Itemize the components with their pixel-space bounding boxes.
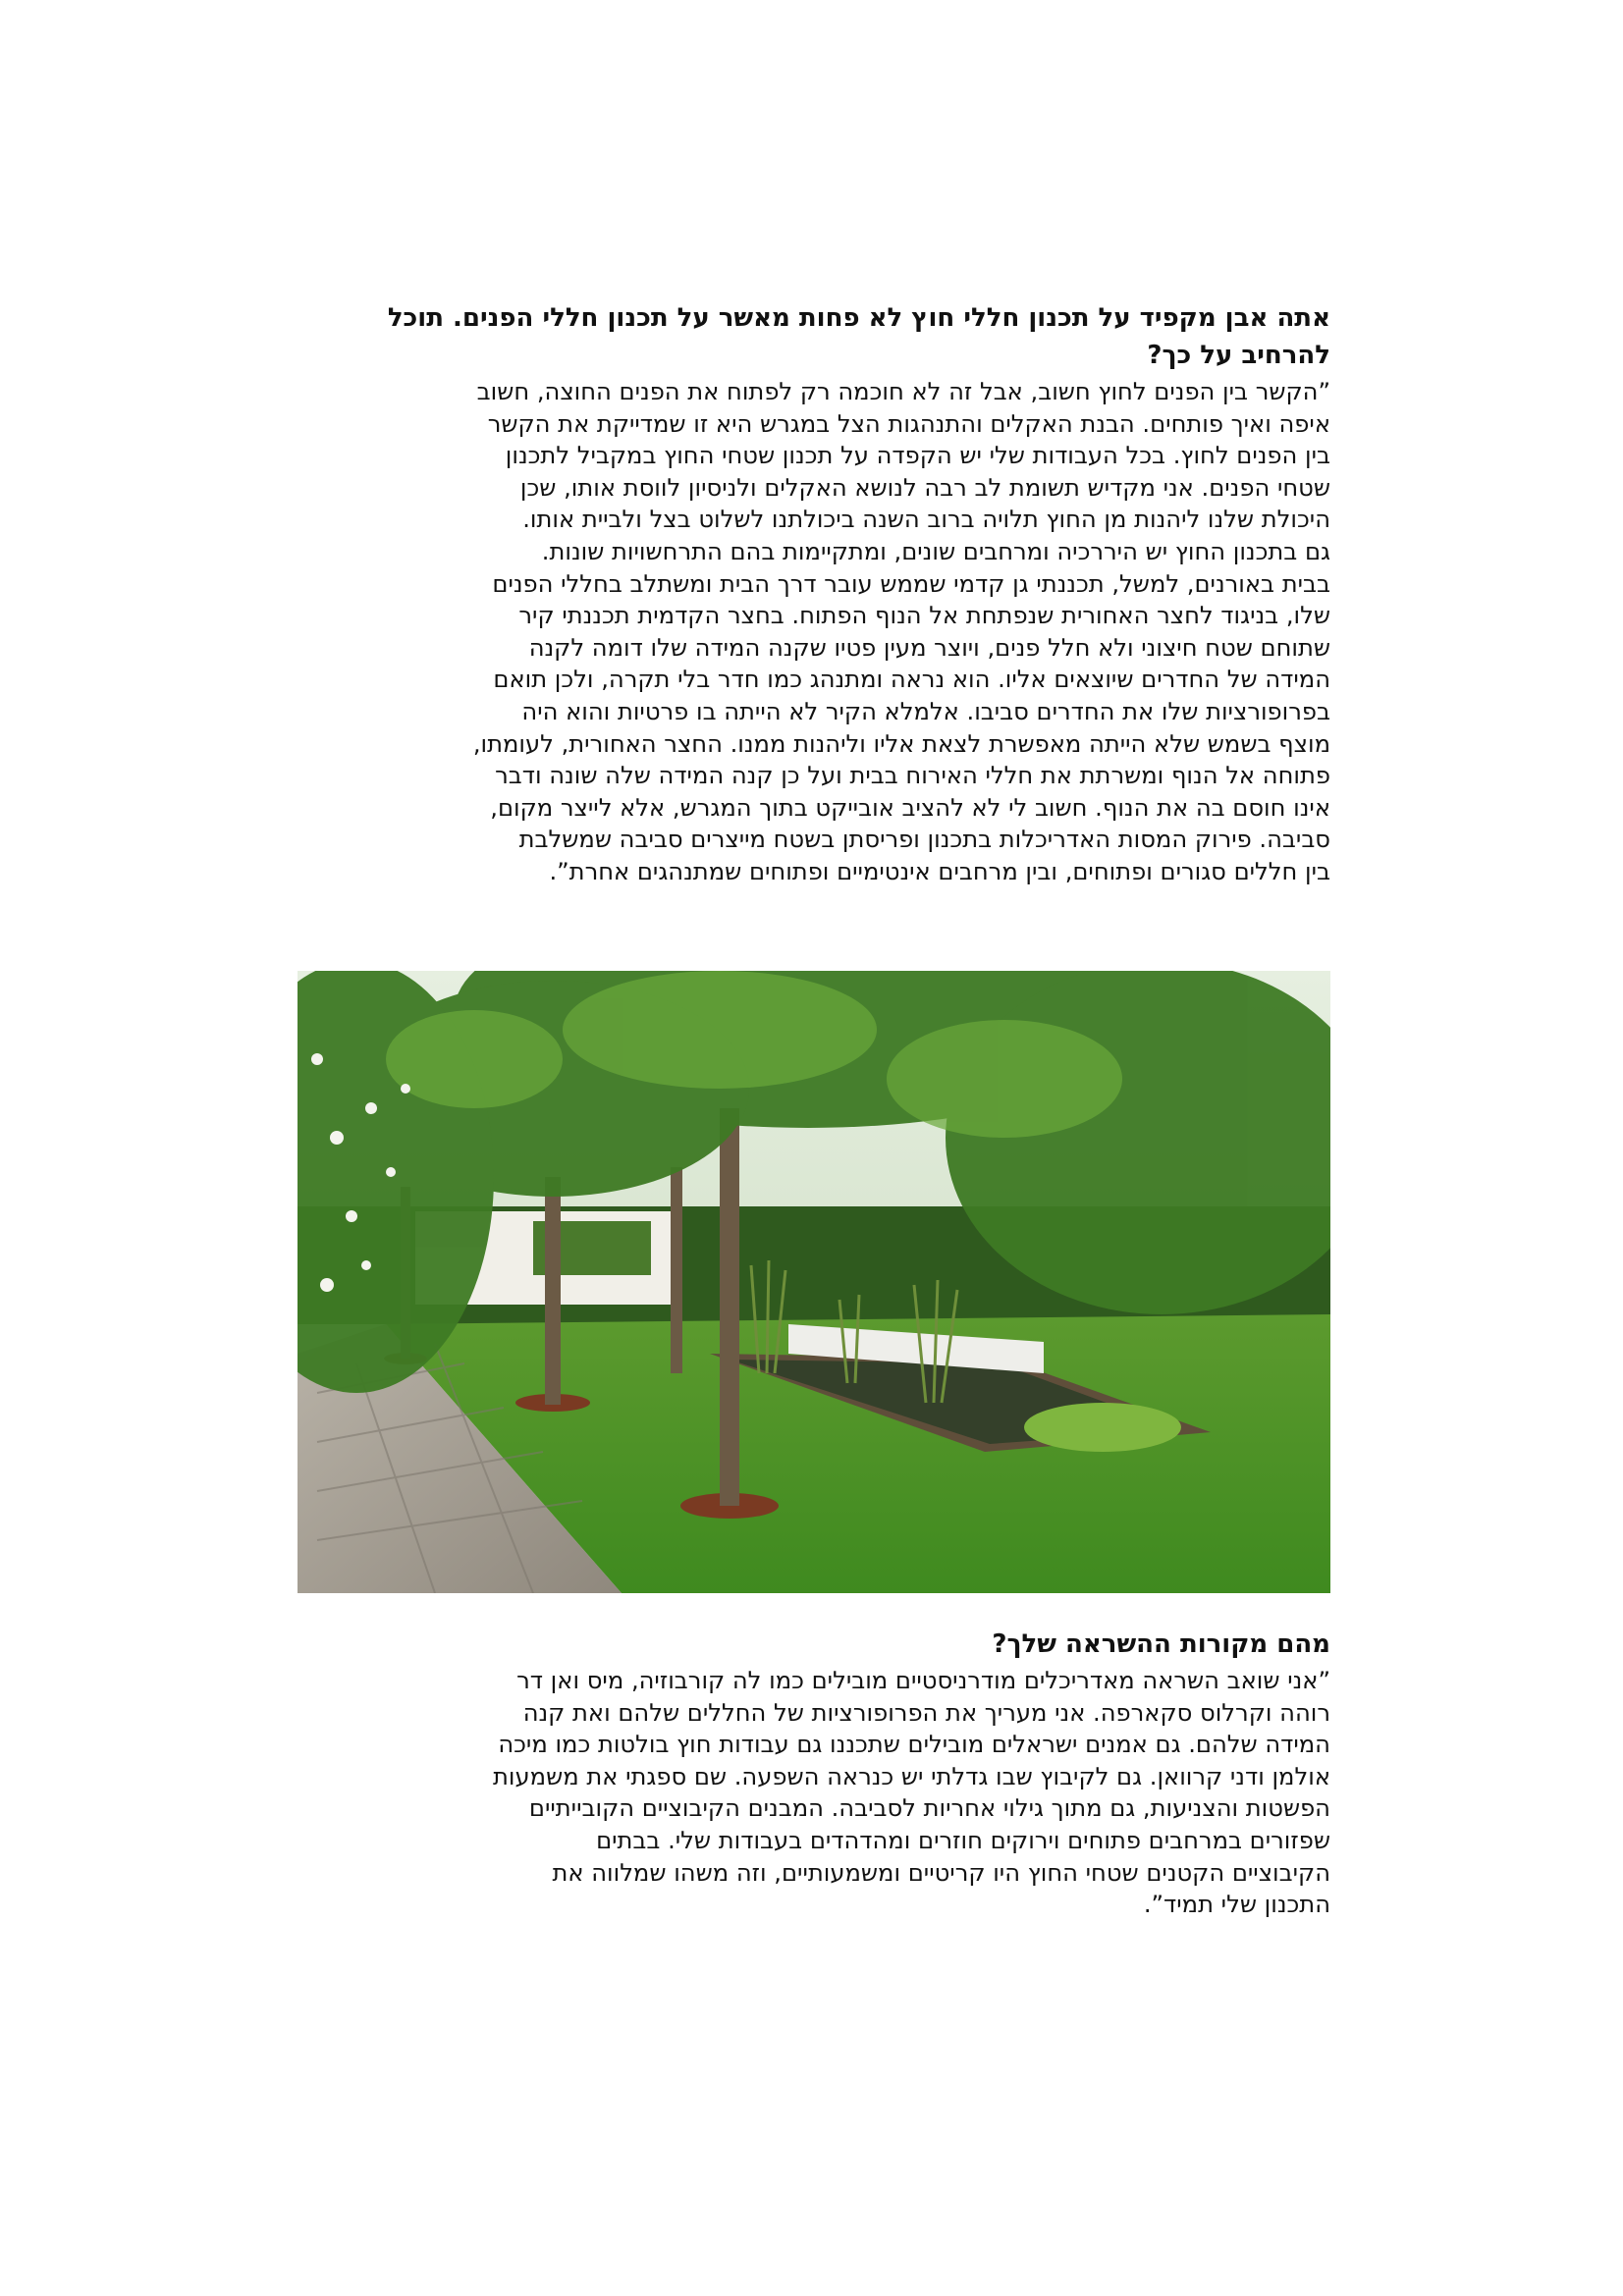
answer-line: שטחי הפנים. אני מקדיש תשומת לב רבה לנושא האקלים ולניסיון לווסת אותו, שכן [519, 473, 1330, 502]
section-outdoor-design [298, 299, 1330, 888]
answer-line: ”אני שואב השראה מאדריכלים מודרניסטיים מובילים כמו לה קורבוזיה, מיס ואן דר [516, 1667, 1330, 1694]
answer-line: שתוחם שטח חיצוני ולא חלל פנים, ויוצר מעין פטיו שקנה המידה שלו דומה לקנה [528, 633, 1330, 662]
answer-line: ”הקשר בין הפנים לחוץ חשוב, אבל זה לא חוכמה רק לפתוח את הפנים החוצה, חשוב [476, 378, 1330, 405]
answer-line: הקיבוציים הקטנים שטחי החוץ היו קריטיים ומשמעותיים, וזה משהו שמלווה את [552, 1858, 1330, 1887]
answer-line: שלו, בניגוד לחצר האחורית שנפתחת אל הנוף הפתוח. בחצר הקדמית תכננתי קיר [518, 602, 1330, 630]
answer-line: המידה שלהם. גם אמנים ישראלים מובילים שתכננו גם עבודות חוץ בולטות כמו מיכה [498, 1731, 1330, 1759]
answer-line: בין הפנים לחוץ. בכל העבודות שלי יש הקפדה על תכנון שטחי החוץ במקביל לתכנון [505, 442, 1330, 470]
answer-line: שפזורים במרחבים פתוחים וירוקים חוזרים ומהדהדים בעבודות שלי. בבתים [596, 1826, 1330, 1854]
question-heading-outdoor: אתה אבן מקפיד על תכנון חללי חוץ לא פחות מאשר על תכנון חללי הפנים. תוכל להרחיב על כך? [387, 303, 1330, 370]
answer-paragraph-inspiration [298, 1665, 1330, 1921]
answer-line: רוהה וקרלוס סקארפה. אני מעריך את הפרופורציות של החללים שלהם ואת קנה [522, 1698, 1330, 1727]
answer-line: אולמן ודני קרוואן. גם לקיבוץ שבו גדלתי יש כנראה השפעה. שם ספגתי את משמעות [493, 1762, 1330, 1790]
answer-line: אינו חוסם בה את הנוף. חשוב לי לא להציב אובייקט בתוך המגרש, אלא לייצר מקום, [490, 793, 1330, 822]
answer-line: פתוחה אל הנוף ומשרתת את חללי האירוח בבית ועל כן קנה המידה שלה שונה ודבר [495, 762, 1330, 790]
garden-photo [298, 971, 1330, 1593]
answer-line: התכנון שלי תמיד”. [1143, 1891, 1330, 1919]
answer-line: בפרופורציות שלו את החדרים סביבו. אלמלא הקיר לא הייתה בו פרטיות והוא היה [521, 697, 1330, 725]
answer-paragraph-outdoor [298, 376, 1330, 888]
section-inspiration [298, 1626, 1330, 1921]
garden-illustration [298, 971, 1330, 1593]
answer-line: בין חללים סגורים ופתוחים, ובין מרחבים אינטימיים ופתוחים שמתנהגים אחרת”. [549, 857, 1330, 885]
answer-line: המידה של החדרים שיוצאים אליו. הוא נראה ומתנהג כמו חדר בלי תקרה, ולכן תואם [493, 666, 1330, 694]
answer-line: הפשטות והצניעות, גם מתוך גילוי אחריות לסביבה. המבנים הקיבוציים הקובייתיים [528, 1794, 1330, 1823]
answer-line: גם בתכנון החוץ יש היררכיה ומרחבים שונים, ומתקיימות בהם התרחשויות שונות. [541, 537, 1330, 565]
answer-line: בבית באורנים, למשל, תכננתי גן קדמי שממש עובר דרך הבית ומשתלב בחללי הפנים [492, 569, 1330, 598]
answer-line: מוצף בשמש שלא הייתה מאפשרת לצאת אליו וליהנות ממנו. החצר האחורית, לעומתו, [472, 729, 1330, 758]
answer-line: סביבה. פירוק המסות האדריכלות בתכנון ופריסתן בשטח מייצרים סביבה שמשלבת [518, 826, 1330, 854]
answer-line: היכולת שלנו ליהנות מן החוץ תלויה ברוב השנה ביכולתנו לשלוט בצל ולביית אותו. [522, 506, 1330, 534]
question-heading-inspiration: מהם מקורות ההשראה שלך? [992, 1629, 1330, 1659]
answer-line: איפה ואיך פותחים. הבנת האקלים והתנהגות הצל במגרש היא זו שמדייקת את הקשר [487, 409, 1330, 438]
